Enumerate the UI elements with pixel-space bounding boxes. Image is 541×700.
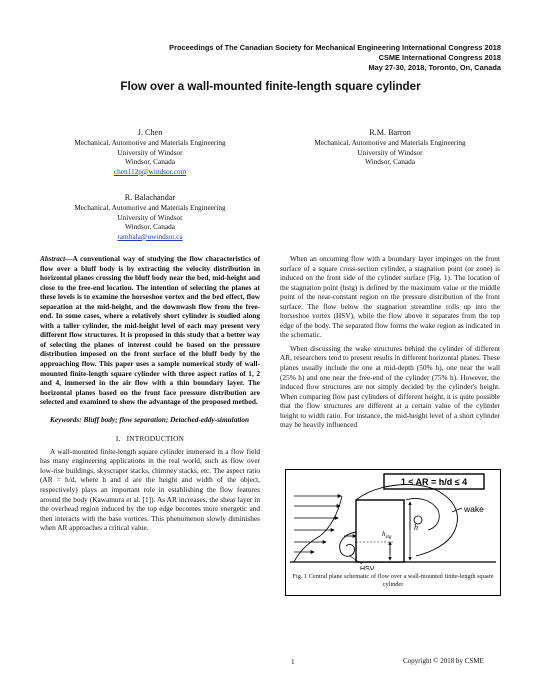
author-block-1 [40,127,260,176]
hstg-label: $h_{stg}$ [382,530,392,540]
author-dept: Mechanical, Automotive and Materials Engineering [74,138,226,147]
author-city: Windsor, Canada [124,157,176,167]
header-line-1: Proceedings of The Canadian Society for Mechanical Engineering International Congress 2018 [169,43,501,52]
keywords [40,415,260,425]
aspect-ratio-label: 1 ≤ AR = h/d ≤ 4 [400,477,468,487]
author-dept: Mechanical, Automotive and Materials Engineering [74,203,226,212]
left-column [40,254,260,533]
author-block-2 [280,127,500,167]
author-email-link[interactable]: chen112p@windsor.com [113,166,187,176]
author-univ: University of Windsor [117,147,183,157]
conference-header [169,43,501,74]
abstract [40,254,260,407]
author-dept: Mechanical, Automotive and Materials Engineering [314,138,466,147]
abstract-label: Abstract [40,254,66,263]
figure-caption: Fig. 1 Central plane schematic of flow over a wall-mounted finite-length square cylinder [292,573,494,589]
section-title: INTRODUCTION [126,434,185,444]
height-label: h [414,523,418,532]
section-heading [40,434,260,444]
page-number: 1 [291,657,295,666]
author-city: Windsor, Canada [364,157,416,167]
author-univ: University of Windsor [357,147,423,157]
body-paragraph: When discussing the wake structures behind the cylinder of different AR, researchers tend to present results in different horizontal planes. These planes usually include the one at mid-depth (50% h), one near the wall (25% h) and one near the free-end of the cylinder (75% h). However, the induced flow structures are not simply decided by the cylinder's height. When comparing flow past cylinders of different height, it is quite possible that the flow structures are different at a certain value of the cylinder height to width ratio. For instance, the mid-height level of a short cylinder may be heavily influenced [280,343,500,430]
intro-paragraph: A wall-mounted finite-length square cylinder immersed in a flow field has many engineering applications in the real world, such as flow over low-rise buildings, skyscraper stacks, chimney stacks, etc. The aspect ratio (AR = h/d, where h and d are the height and width of the object, respectively) plays an important role in establishing the flow features around the body (Kawamura et al. [1]). As AR increases, the shear layer in the overhead region induced by the top edge becomes more energetic and then interacts with the base vortices. This phenomenon slowly diminishes when AR approaches a critical value. [40,446,260,533]
wake-label: wake [464,504,484,514]
body-paragraph: When an oncoming flow with a boundary layer impinges on the front surface of a square cross-section cylinder, a stagnation point (or zone) is induced on the front side of the cylinder surface (Fig. 1). The location of the stagnation point (hstg) is defined by the maximum value or the middle point of the near-constant region on the pressure distribution of the front surface. The flow below the stagnation streamline rolls up into the horseshoe vortex (HSV), while the flow above it separates from the top edge of the body. The separated flow forms the wake region as indicated in the schematic. [280,254,500,340]
right-column [280,254,500,430]
abstract-text: —A conventional way of studying the flow characteristics of flow over a bluff body is by extracting the velocity distribution in horizontal planes crossing the bluff body near the bed, mid-height and close to the free-end location. The intention of selecting the planes at these levels is to examine the horseshoe vortex and the bed effect, flow separation at the mid-height, and the downwash flow from the free-end. In some cases, where a relatively short cylinder is studied along with a taller cylinder, the mid-height level of each may present very different flow structures. It is proposed in this study that a better way of selecting the planes of interest could be based on the pressure distribution imposed on the front surface of the bluff body by the approaching flow. This paper uses a sample numerical study of wall-mounted finite-length square cylinder with three aspect ratios of 1, 2 and 4, immersed in the air flow with a thin boundary layer. The horizontal planes based on the front face pressure distribution are selected and examined to show the advantage of the proposed method. [40,254,260,407]
author-block-3 [40,192,260,241]
figure-1 [285,469,501,596]
square-cylinder [356,500,404,562]
keywords-text: Bluff body; flow separation; Detached-eddy-simulation [83,414,250,424]
header-line-2: CSME International Congress 2018 [378,53,501,63]
section-number: I. [115,434,121,444]
author-name: R. Balachandar [124,193,176,202]
copyright: Copyright © 2018 by CSME [403,657,484,665]
paper-title: Flow over a wall-mounted finite-length square cylinder [120,80,421,93]
hsv-label: HSV [360,566,375,570]
author-name: J. Chen [137,128,163,137]
author-univ: University of Windsor [117,212,183,222]
flow-schematic [286,470,500,570]
author-email-link[interactable]: rambala@uwindsor.ca [117,231,183,241]
keywords-label: Keywords: [50,414,82,424]
header-line-3: May 27-30, 2018, Toronto, On, Canada [368,63,501,73]
author-name: R.M. Barron [369,128,411,137]
author-city: Windsor, Canada [124,222,176,232]
